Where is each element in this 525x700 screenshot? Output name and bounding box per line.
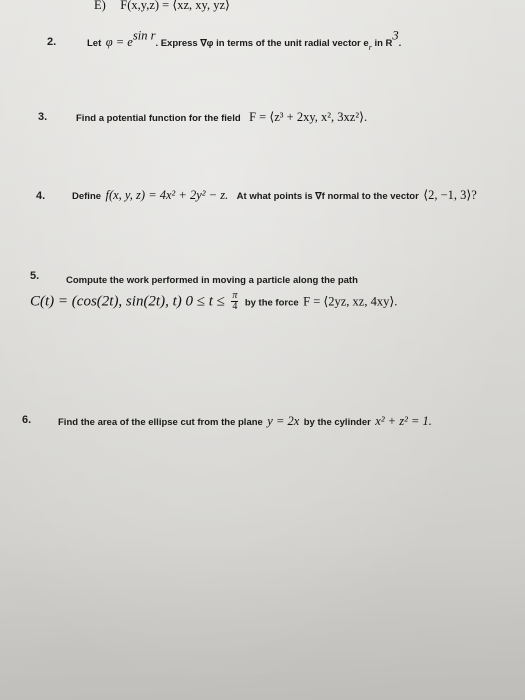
problem-2-line <box>87 28 402 53</box>
problem-e-expression: F(x,y,z) = ⟨xz, xy, yz⟩ <box>120 0 230 12</box>
fraction-denominator: 4 <box>232 301 238 312</box>
problem-3-expr: F = ⟨z³ + 2xy, x², 3xz²⟩. <box>249 110 368 124</box>
problem-5-line-1 <box>66 270 358 288</box>
problem-4-text-b: At what points is ∇f normal to the vector <box>236 191 419 202</box>
problem-6-cylinder-expr: x² + z² = 1. <box>375 414 432 428</box>
problem-2-text: . Express ∇φ in terms of the unit radial vector e <box>155 38 369 49</box>
problem-5-fraction <box>231 291 238 312</box>
problem-5-force-expr: F = ⟨2yz, xz, 4xy⟩. <box>303 294 398 309</box>
problem-6-text-a: Find the area of the ellipse cut from the plane <box>58 417 263 428</box>
problem-4-line <box>72 186 477 204</box>
problem-2-subscript: r <box>368 43 372 53</box>
problem-3-line <box>76 108 367 126</box>
problem-number: 6. <box>22 414 32 426</box>
problem-2-tail: in R <box>371 38 393 49</box>
problem-4-expr-b: ⟨2, −1, 3⟩? <box>423 188 477 202</box>
problem-number: 3. <box>38 111 48 123</box>
fraction-numerator: π <box>232 290 238 301</box>
problem-6-text-b: by the cylinder <box>303 417 371 428</box>
problem-number: 5. <box>30 270 40 282</box>
problem-number: 2. <box>47 36 57 48</box>
problem-5-text: Compute the work performed in moving a particle along the path <box>66 275 358 286</box>
problem-4-text-a: Define <box>72 191 102 202</box>
problem-4-expr-a: f(x, y, z) = 4x² + 2y² − z. <box>105 188 229 202</box>
problem-2-expr: φ = e <box>105 35 133 49</box>
problem-e-label: E) <box>94 0 106 12</box>
problem-3-text: Find a potential function for the field <box>76 113 241 124</box>
problem-5-line-2 <box>30 291 397 312</box>
problem-5-path-expr: C(t) = (cos(2t), sin(2t), t) 0 ≤ t ≤ <box>30 293 225 310</box>
problem-2-tail-exponent: 3 <box>392 28 399 43</box>
problem-2-end: . <box>398 38 402 49</box>
problem-e-line <box>94 0 230 14</box>
problem-2-exponent: sin r <box>132 28 156 43</box>
problem-6-line <box>58 412 432 430</box>
problem-2-prefix: Let <box>87 38 102 49</box>
page-shadow <box>0 540 525 700</box>
problem-5-text-b: by the force <box>244 297 299 309</box>
problem-6-plane-expr: y = 2x <box>267 414 300 428</box>
problem-number: 4. <box>36 190 46 202</box>
